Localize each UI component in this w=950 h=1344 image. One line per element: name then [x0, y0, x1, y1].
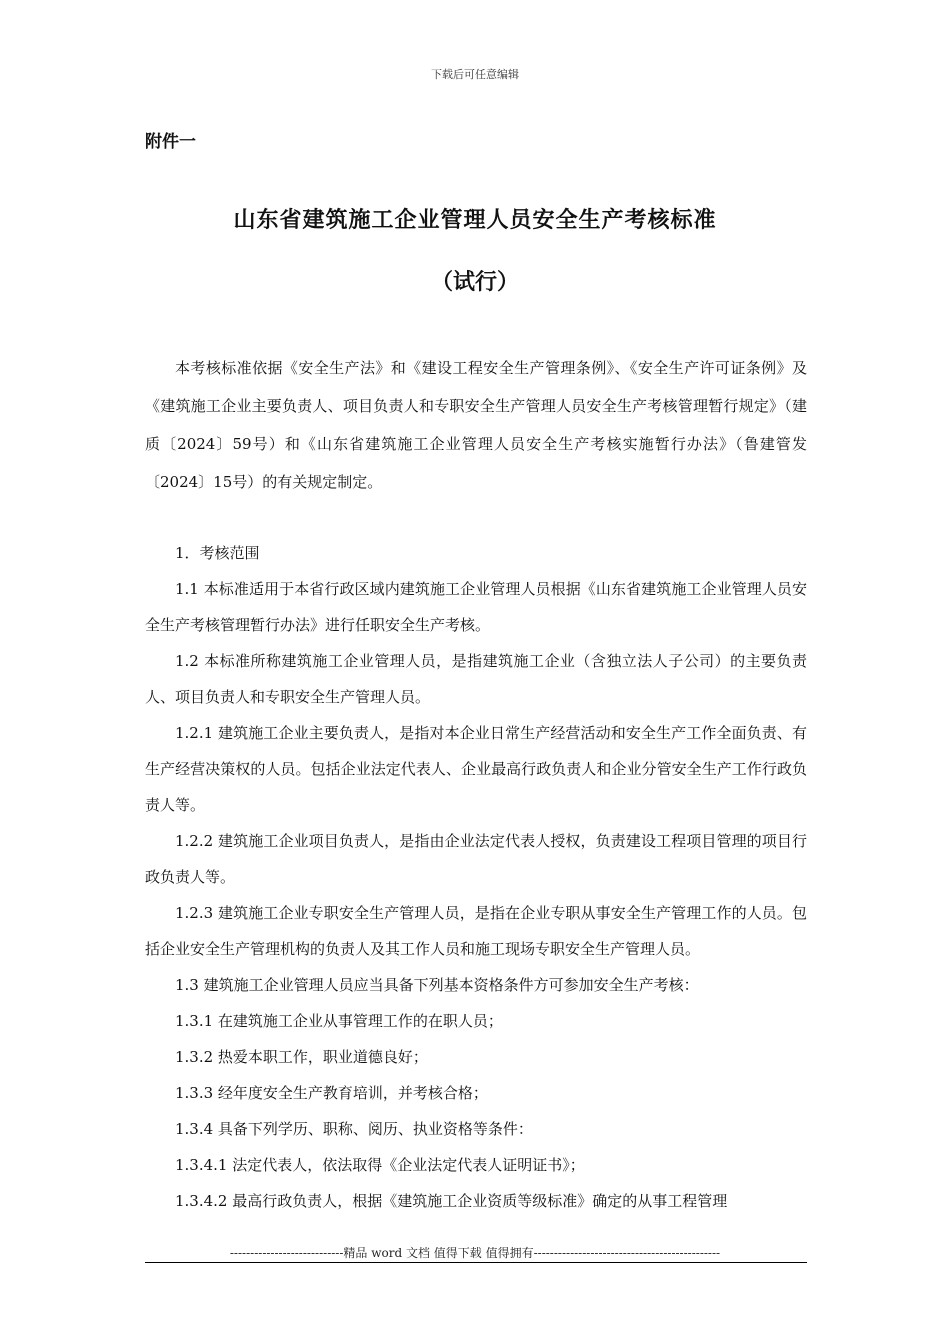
- clause-1-3-4-1: 1.3.4.1 法定代表人，依法取得《企业法定代表人证明证书》；: [175, 1156, 585, 1174]
- document-subtitle: （试行）: [430, 270, 519, 295]
- clause-1-3-1: 1.3.1 在建筑施工企业从事管理工作的在职人员；: [175, 1012, 503, 1030]
- clause-1-2: 1.2 本标准所称建筑施工企业管理人员，是指建筑施工企业（含独立法人子公司）的主要负责人、项目负责人和专职安全生产管理人员。: [145, 652, 807, 706]
- footer-divider: [145, 1262, 807, 1263]
- clause-1-1: 1.1 本标准适用于本省行政区域内建筑施工企业管理人员根据《山东省建筑施工企业管理人员安全生产考核管理暂行办法》进行任职安全生产考核。: [145, 580, 807, 634]
- attachment-label: 附件一: [145, 132, 196, 152]
- clause-1-3-4: 1.3.4 具备下列学历、职称、阅历、执业资格等条件：: [175, 1120, 533, 1138]
- clause-1-3-4-2: 1.3.4.2 最高行政负责人，根据《建筑施工企业资质等级标准》确定的从事工程管理: [175, 1192, 728, 1210]
- document-title: 山东省建筑施工企业管理人员安全生产考核标准: [233, 208, 717, 233]
- footer-text: ----------------------------精品 word 文档 值得下载 值得拥有----------------------------------------------: [229, 1246, 721, 1260]
- clause-1-3-2: 1.3.2 热爱本职工作，职业道德良好；: [175, 1048, 428, 1066]
- intro-section: [145, 349, 807, 501]
- clause-1-3-3: 1.3.3 经年度安全生产教育培训，并考核合格；: [175, 1084, 488, 1102]
- clause-1-2-3: 1.2.3 建筑施工企业专职安全生产管理人员，是指在企业专职从事安全生产管理工作的人员。包括企业安全生产管理机构的负责人及其工作人员和施工现场专职安全生产管理人员。: [145, 904, 807, 958]
- body-section: [145, 535, 807, 1219]
- section-heading: 1．考核范围: [175, 544, 260, 562]
- clause-1-3: 1.3 建筑施工企业管理人员应当具备下列基本资格条件方可参加安全生产考核：: [175, 976, 699, 994]
- clause-1-2-2: 1.2.2 建筑施工企业项目负责人，是指由企业法定代表人授权，负责建设工程项目管理的项目行政负责人等。: [145, 832, 807, 886]
- clause-1-2-1: 1.2.1 建筑施工企业主要负责人，是指对本企业日常生产经营活动和安全生产工作全面负责、有生产经营决策权的人员。包括企业法定代表人、企业最高行政负责人和企业分管安全生产工作行政负责人等。: [145, 724, 807, 814]
- intro-paragraph: 本考核标准依据《安全生产法》和《建设工程安全生产管理条例》、《安全生产许可证条例》及《建筑施工企业主要负责人、项目负责人和专职安全生产管理人员安全生产考核管理暂行规定》（建质〔2024〕59号）和《山东省建筑施工企业管理人员安全生产考核实施暂行办法》（鲁建管发〔2024〕15号）的有关规定制定。: [145, 359, 807, 491]
- header-note: 下载后可任意编辑: [431, 68, 519, 81]
